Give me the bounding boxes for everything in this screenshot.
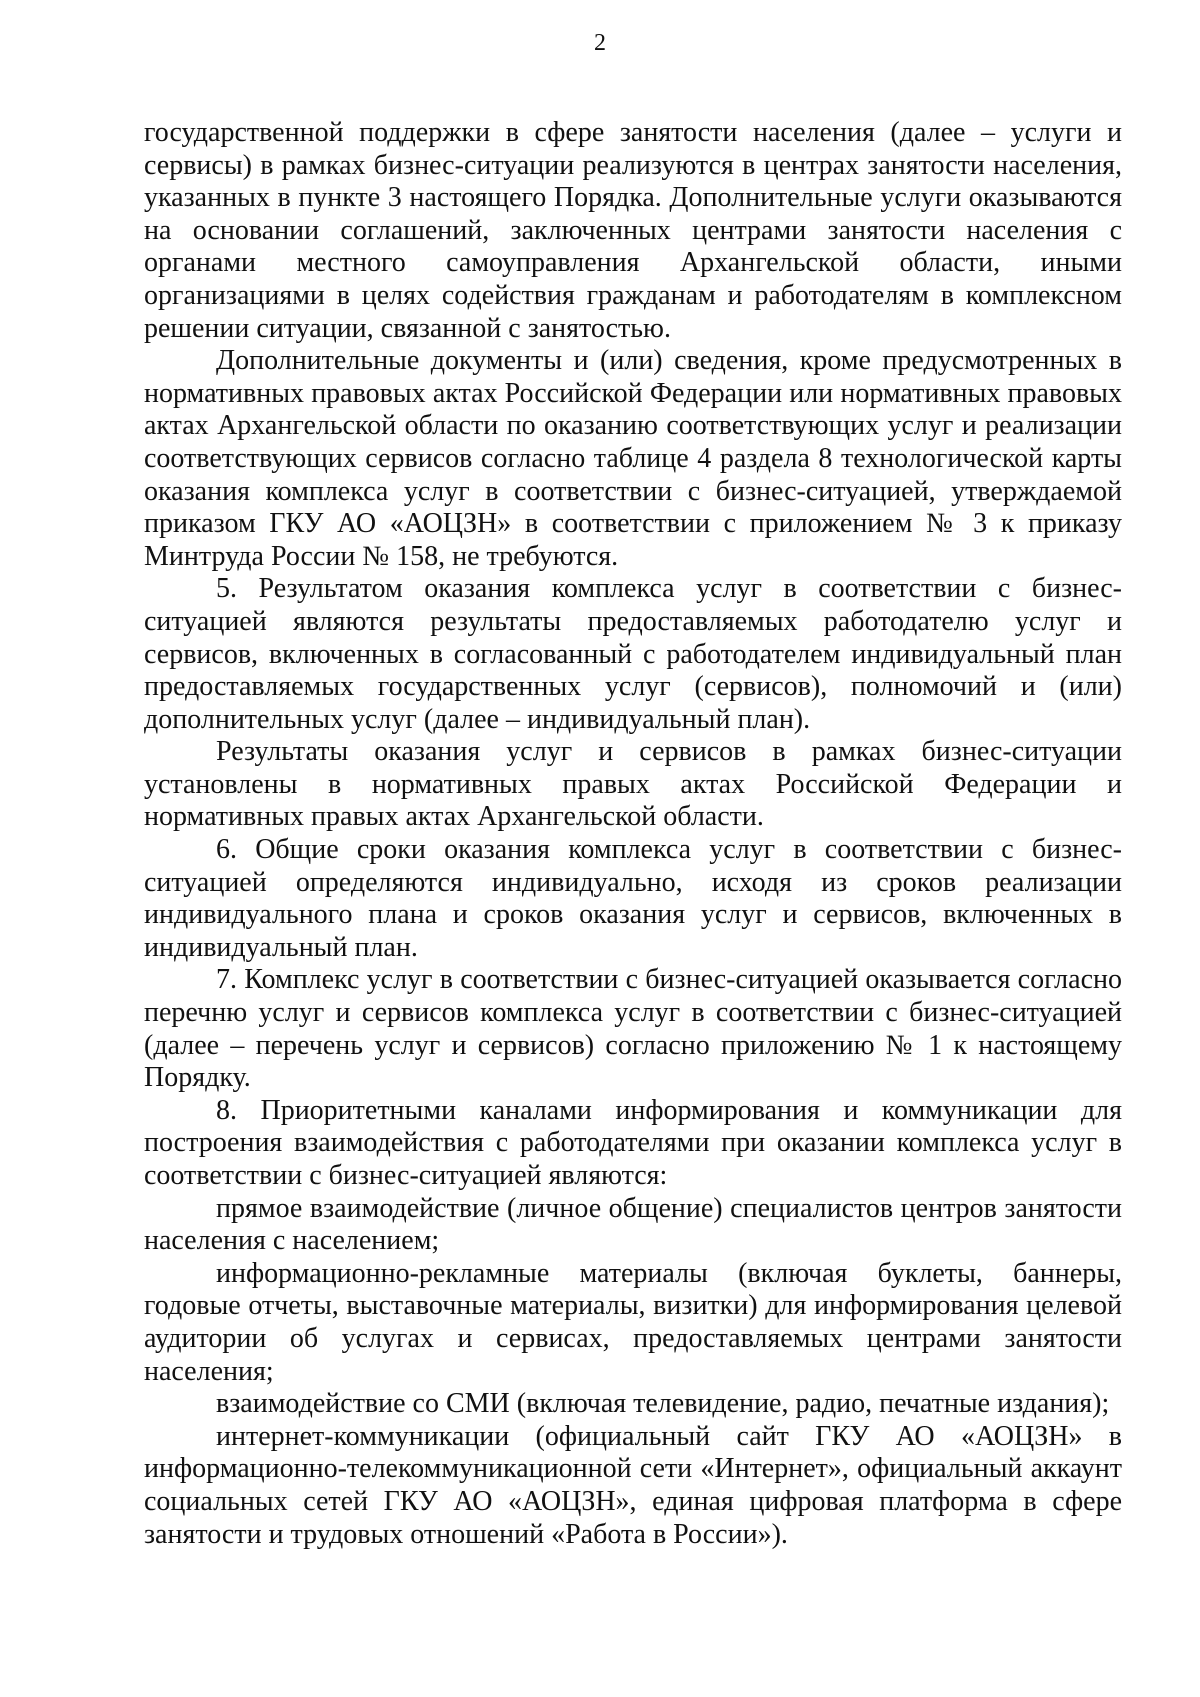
paragraph-direct-interaction: прямое взаимодействие (личное общение) специалистов центров занятости населения с населением; (144, 1192, 1122, 1257)
paragraph-state-support: государственной поддержки в сфере занятости населения (далее – услуги и сервисы) в рамках бизнес-ситуации реализуются в центрах занятости населения, указанных в пункте 3 настоящего Порядка. Дополнительные услуги оказываются на основании соглашений, заключенных центрами занятости населения с органами местного самоуправления Архангельской области, иными организациями в целях содействия гражданам и работодателям в комплексном решении ситуации, связанной с занятостью. (144, 117, 1122, 344)
paragraph-additional-documents: Дополнительные документы и (или) сведения, кроме предусмотренных в нормативных правовых актах Российской Федерации или нормативных правовых актах Архангельской области по оказанию соответствующих услуг и реализации соответствующих сервисов согласно таблице 4 раздела 8 технологической карты оказания комплекса услуг в соответствии с бизнес-ситуацией, утверждаемой приказом ГКУ АО «АОЦЗН» в соответствии с приложением № 3 к приказу Минтруда России № 158, не требуются. (144, 345, 1122, 572)
paragraph-advertising-materials: информационно-рекламные материалы (включая буклеты, баннеры, годовые отчеты, выставочные материалы, визитки) для информирования целевой аудитории об услугах и сервисах, предоставляемых центрами занятости населения; (144, 1257, 1122, 1387)
paragraph-internet-communications: интернет-коммуникации (официальный сайт ГКУ АО «АОЦЗН» в информационно-телекоммуникационной сети «Интернет», официальный аккаунт социальных сетей ГКУ АО «АОЦЗН», единая цифровая платформа в сфере занятости и трудовых отношений «Работа в России»). (144, 1420, 1122, 1550)
paragraph-item-6-terms: 6. Общие сроки оказания комплекса услуг в соответствии с бизнес-ситуацией определяются индивидуально, исходя из сроков реализации индивидуального плана и сроков оказания услуг и сервисов, включенных в индивидуальный план. (144, 834, 1122, 963)
paragraph-item-7-complex: 7. Комплекс услуг в соответствии с бизнес-ситуацией оказывается согласно перечню услуг и сервисов комплекса услуг в соответствии с бизнес-ситуацией (далее – перечень услуг и сервисов) согласно приложению № 1 к настоящему Порядку. (144, 964, 1122, 1094)
paragraph-item-5-result: 5. Результатом оказания комплекса услуг в соответствии с бизнес-ситуацией являются результаты предоставляемых работодателю услуг и сервисов, включенных в согласованный с работодателем индивидуальный план предоставляемых государственных услуг (сервисов), полномочий и (или) дополнительных услуг (далее – индивидуальный план). (144, 573, 1122, 735)
paragraph-item-8-channels: 8. Приоритетными каналами информирования и коммуникации для построения взаимодействия с работодателями при оказании комплекса услуг в соответствии с бизнес-ситуацией являются: (144, 1094, 1122, 1191)
page-number: 2 (594, 30, 606, 56)
paragraph-results-established: Результаты оказания услуг и сервисов в рамках бизнес-ситуации установлены в нормативных правых актах Российской Федерации и нормативных правых актах Архангельской области. (144, 736, 1122, 833)
paragraph-media-interaction: взаимодействие со СМИ (включая телевидение, радио, печатные издания); (216, 1388, 1110, 1420)
document-body (144, 117, 1122, 1551)
